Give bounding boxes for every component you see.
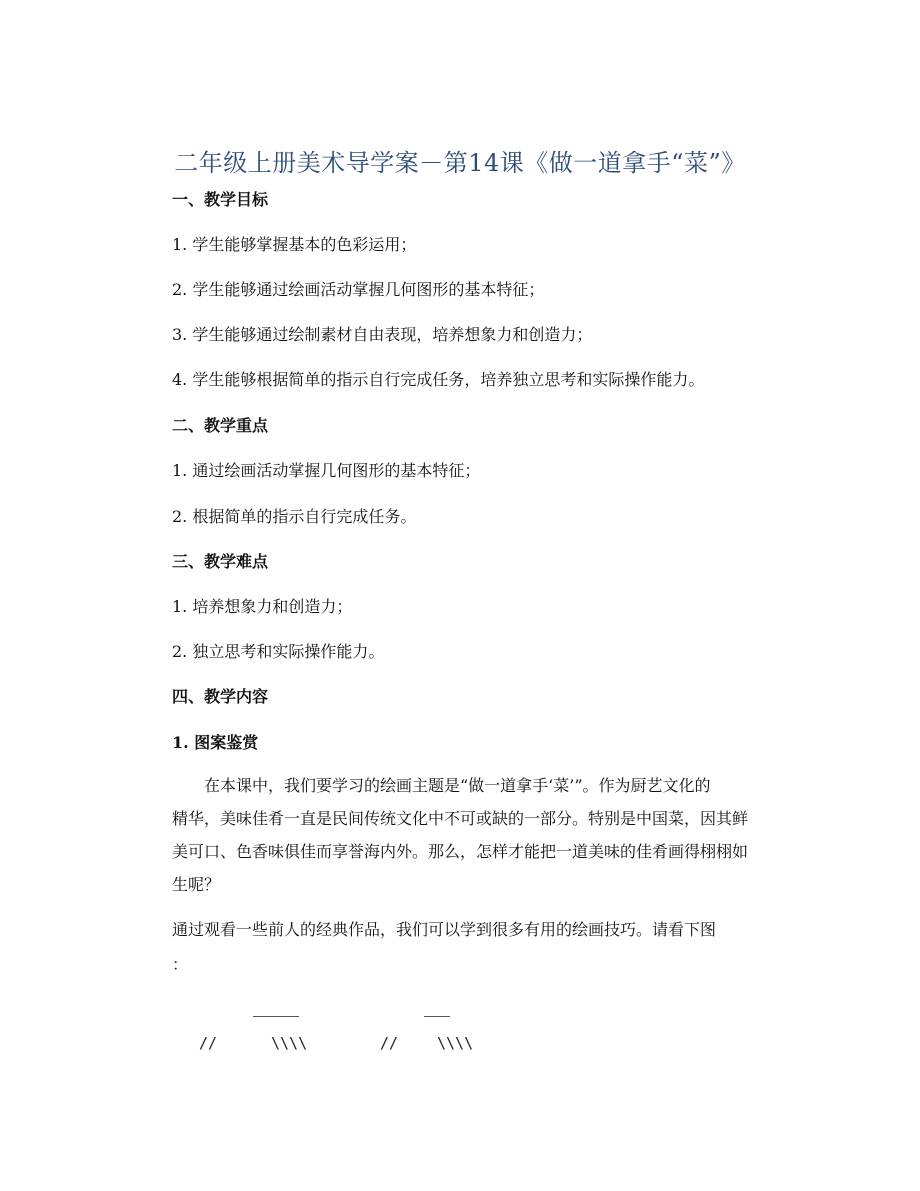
paragraph-1-line-2: 精华，美味佳肴一直是民间传统文化中不可或缺的一部分。特别是中国菜，因其鲜 — [172, 809, 749, 828]
drawing-slash-left-b: \\\\ — [271, 1034, 308, 1052]
paragraph-1-line-1 — [172, 775, 711, 797]
objective-item-3: 3. 学生能够通过绘制素材自由表现，培养想象力和创造力； — [172, 325, 593, 344]
difficulty-item-1: 1. 培养想象力和创造力； — [172, 597, 353, 616]
content-subheading: 1. 图案鉴赏 — [172, 733, 259, 752]
drawing-rule-left — [253, 1016, 299, 1017]
key-point-item-2: 2. 根据简单的指示自行完成任务。 — [172, 507, 417, 526]
content-heading: 四、教学内容 — [172, 687, 269, 706]
objectives-heading: 一、教学目标 — [172, 190, 269, 209]
difficulty-item-2: 2. 独立思考和实际操作能力。 — [172, 642, 385, 661]
difficulties-heading: 三、教学难点 — [172, 552, 269, 571]
paragraph-2-text: 通过观看一些前人的经典作品，我们可以学到很多有用的绘画技巧。请看下图 — [172, 920, 717, 939]
paragraph-2-tail: ： — [172, 955, 189, 974]
paragraph-1-line-3: 美可口、色香味俱佳而享誉海内外。那么，怎样才能把一道美味的佳肴画得栩栩如 — [172, 842, 749, 861]
objective-item-1: 1. 学生能够掌握基本的色彩运用； — [172, 235, 417, 254]
drawing-slash-right-b: \\\\ — [437, 1034, 474, 1052]
objective-item-2: 2. 学生能够通过绘画活动掌握几何图形的基本特征； — [172, 280, 545, 299]
paragraph-2-line-1 — [172, 919, 716, 941]
key-points-heading: 二、教学重点 — [172, 416, 269, 435]
objective-item-4: 4. 学生能够根据简单的指示自行完成任务，培养独立思考和实际操作能力。 — [172, 370, 705, 389]
key-point-item-1: 1. 通过绘画活动掌握几何图形的基本特征； — [172, 461, 481, 480]
document-title: 二年级上册美术导学案－第14课《做一道拿手“菜”》 — [174, 149, 746, 177]
drawing-slash-right-a: // — [380, 1034, 399, 1052]
drawing-rule-right — [424, 1016, 450, 1017]
paragraph-1-text-1: 在本课中，我们要学习的绘画主题是“做一道拿手‘菜’”。作为厨艺文化的 — [204, 776, 711, 795]
paragraph-1-line-4: 生呢？ — [172, 875, 221, 894]
drawing-slash-left-a: // — [199, 1034, 218, 1052]
